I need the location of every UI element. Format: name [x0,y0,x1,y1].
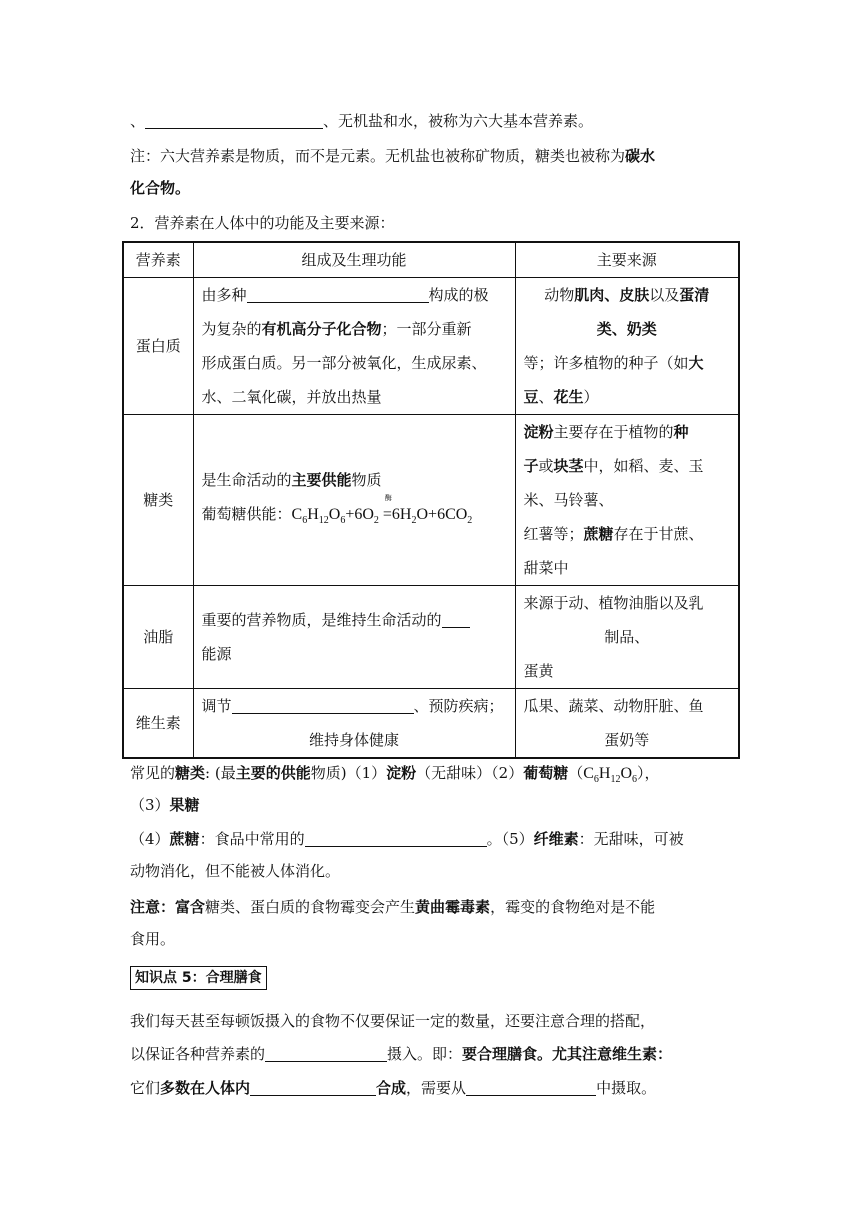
fill-blank[interactable] [466,1079,596,1096]
table-header-row [123,242,739,278]
fat-function: 重要的营养物质，是维持生命活动的 能源 [193,586,515,689]
nutrient-name: 糖类 [123,415,193,586]
nutrient-table [122,241,740,759]
fill-blank[interactable] [250,1079,376,1096]
mold-warning-line-1: 注意：富含糖类、蛋白质的食物霉变会产生黄曲霉毒素，霉变的食物绝对是不能 [130,898,656,916]
nutrient-name: 维生素 [123,689,193,759]
diet-paragraph-line-1: 我们每天甚至每顿饭摄入的食物不仅要保证一定的数量，还要注意合理的搭配， [130,1012,656,1030]
vitamin-source: 瓜果、蔬菜、动物肝脏、鱼 蛋奶等 [515,689,739,759]
fat-source: 来源于动、植物油脂以及乳 制品、 蛋黄 [515,586,739,689]
table-row-fat [123,586,739,689]
table-row-sugar [123,415,739,586]
header-function: 组成及生理功能 [193,242,515,278]
fill-blank[interactable] [247,286,429,303]
section-heading-2: 2．营养素在人体中的功能及主要来源： [130,214,395,232]
common-sugars-line-2: （3）果糖 [130,796,200,814]
fill-blank[interactable] [442,611,470,628]
nutrient-name: 蛋白质 [123,278,193,415]
header-source: 主要来源 [515,242,739,278]
header-nutrient: 营养素 [123,242,193,278]
table-row-protein [123,278,739,415]
sugar-function: 是生命活动的主要供能物质 葡萄糖供能：$C_6H_{12}O_6+6O_2$ 酶 $=6H_2O+6CO_2$ [193,415,515,586]
note-line-2: 化合物。 [130,179,191,197]
nutrient-name: 油脂 [123,586,193,689]
sugar-source: 淀粉主要存在于植物的种 子或块茎中，如稻、麦、玉 米、马铃薯、 红薯等；蔗糖存在于甘蔗、 甜菜中 [515,415,739,586]
common-sugars-line-4: 动物消化，但不能被人体消化。 [130,862,341,880]
fill-blank[interactable] [305,830,487,847]
diet-paragraph-line-2: 以保证各种营养素的 摄入。即：要合理膳食。尤其注意维生素： [130,1045,673,1063]
mold-warning-line-2: 食用。 [130,930,176,948]
knowledge-point-5-title: 知识点 5：合理膳食 [130,966,267,990]
fill-blank[interactable] [145,112,323,129]
vitamin-function: 调节 、预防疾病； 维持身体健康 [193,689,515,759]
table-row-vitamin [123,689,739,759]
protein-function: 由多种 构成的极 为复杂的有机高分子化合物；一部分重新 形成蛋白质。另一部分被氧化，生成尿素、 水、二氧化碳，并放出热量 [193,278,515,415]
glucose-equation: 葡萄糖供能：$C_6H_{12}O_6+6O_2$ 酶 $=6H_2O+6CO_2$ [201,493,473,526]
fill-blank[interactable] [265,1045,387,1062]
note-line-1: 注：六大营养素是物质，而不是元素。无机盐也被称矿物质，糖类也被称为碳水 [130,147,656,165]
diet-paragraph-line-3: 它们多数在人体内 合成，需要从 中摄取。 [130,1079,657,1097]
common-sugars-line-3: （4）蔗糖：食品中常用的 。（5）纤维素：无甜味，可被 [130,830,684,848]
fill-blank[interactable] [232,697,414,714]
protein-source: 动物肌肉、皮肤以及蛋清 类、奶类 等；许多植物的种子（如大 豆、花生） [515,278,739,415]
common-sugars-line-1: 常见的糖类: (最主要的供能物质)（1）淀粉（无甜味）（2）葡萄糖$(C_6H_{12}O_6)$， [130,764,660,785]
intro-line-1: 、 、无机盐和水，被称为六大基本营养素。 [130,112,594,130]
